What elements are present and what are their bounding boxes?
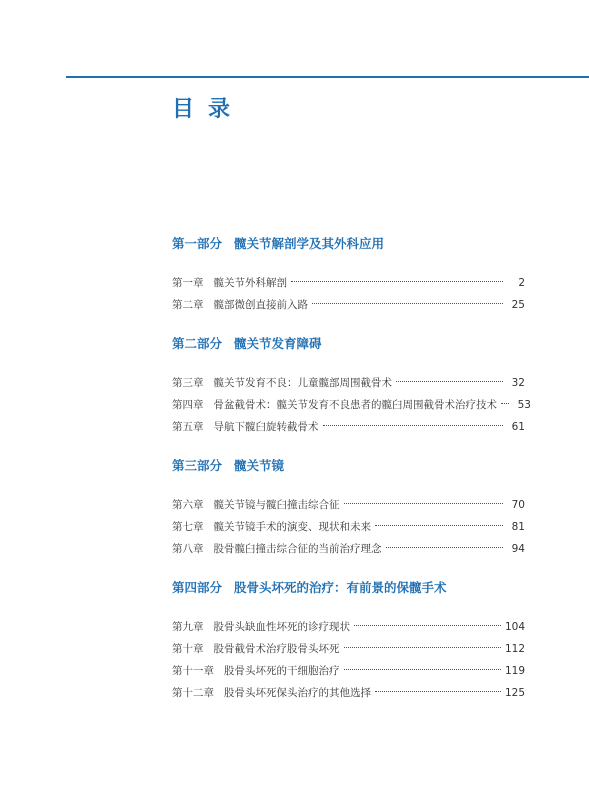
toc-entry[interactable] — [172, 660, 525, 682]
chapter-label: 第九章 — [172, 621, 204, 633]
toc-entry[interactable] — [172, 272, 525, 294]
page-number: 2 — [518, 277, 525, 289]
part-label: 第三部分 — [172, 458, 223, 473]
page-number: 104 — [504, 621, 525, 633]
dot-leader — [291, 281, 503, 282]
chapter-label: 第五章 — [172, 421, 204, 433]
chapter-label: 第十章 — [172, 643, 204, 655]
toc-entry[interactable] — [172, 516, 525, 538]
part-title: 髋关节解剖学及其外科应用 — [234, 236, 385, 251]
toc-entry[interactable] — [172, 616, 525, 638]
page-title: 目录 — [172, 97, 245, 122]
chapter-title: 股骨头缺血性坏死的诊疗现状 — [213, 621, 350, 633]
dot-leader — [396, 381, 503, 382]
dot-leader — [386, 547, 504, 548]
chapter-label: 第八章 — [172, 543, 204, 555]
chapter-title: 股骨髋臼撞击综合征的当前治疗理念 — [213, 543, 382, 555]
page-number: 119 — [504, 665, 525, 677]
dot-leader — [375, 691, 501, 692]
dot-leader — [344, 503, 504, 504]
part-heading — [172, 235, 525, 253]
part-title: 髋关节镜 — [234, 458, 285, 473]
chapter-title: 骨盆截骨术：髋关节发育不良患者的髋臼周围截骨术治疗技术 — [213, 399, 497, 411]
part-label: 第一部分 — [172, 236, 223, 251]
dot-leader — [375, 525, 503, 526]
dot-leader — [501, 403, 509, 404]
chapter-label: 第六章 — [172, 499, 204, 511]
chapter-label: 第二章 — [172, 299, 204, 311]
chapter-title: 髋关节发育不良：儿童髋部周围截骨术 — [213, 377, 392, 389]
page-number: 112 — [504, 643, 525, 655]
part-heading — [172, 457, 525, 475]
chapter-label: 第七章 — [172, 521, 204, 533]
toc-entry[interactable] — [172, 394, 531, 416]
chapter-label: 第十二章 — [172, 687, 214, 699]
chapter-title: 导航下髋臼旋转截骨术 — [213, 421, 319, 433]
chapter-label: 第四章 — [172, 399, 204, 411]
part-heading — [172, 335, 525, 353]
toc-entry[interactable] — [172, 494, 525, 516]
dot-leader — [344, 669, 501, 670]
chapter-title: 股骨头坏死的干细胞治疗 — [224, 665, 340, 677]
chapter-label: 第一章 — [172, 277, 204, 289]
page-number: 81 — [511, 521, 525, 533]
dot-leader — [344, 647, 501, 648]
part-title: 髋关节发育障碍 — [234, 336, 322, 351]
table-of-contents — [172, 235, 531, 704]
chapter-label: 第十一章 — [172, 665, 214, 677]
page-number: 125 — [504, 687, 525, 699]
toc-entry[interactable] — [172, 682, 525, 704]
dot-leader — [312, 303, 503, 304]
chapter-title: 股骨头坏死保头治疗的其他选择 — [224, 687, 371, 699]
chapter-title: 髋关节镜手术的演变、现状和未来 — [213, 521, 371, 533]
chapter-title: 髋关节镜与髋臼撞击综合征 — [213, 499, 340, 511]
toc-entry[interactable] — [172, 638, 525, 660]
dot-leader — [323, 425, 504, 426]
part-label: 第二部分 — [172, 336, 223, 351]
page-number: 70 — [511, 499, 525, 511]
page-number: 32 — [511, 377, 525, 389]
toc-entry[interactable] — [172, 294, 525, 316]
page-number: 25 — [511, 299, 525, 311]
page-number: 53 — [517, 399, 531, 411]
page-number: 61 — [511, 421, 525, 433]
toc-entry[interactable] — [172, 538, 525, 560]
part-label: 第四部分 — [172, 580, 223, 595]
toc-entry[interactable] — [172, 372, 525, 394]
part-title: 股骨头坏死的治疗：有前景的保髋手术 — [234, 580, 447, 595]
page-number: 94 — [511, 543, 525, 555]
chapter-title: 股骨截骨术治疗股骨头坏死 — [213, 643, 340, 655]
toc-entry[interactable] — [172, 416, 525, 438]
part-heading — [172, 579, 525, 597]
header-rule — [66, 76, 589, 78]
chapter-label: 第三章 — [172, 377, 204, 389]
chapter-title: 髋关节外科解剖 — [213, 277, 287, 289]
chapter-title: 髋部微创直接前入路 — [213, 299, 308, 311]
dot-leader — [354, 625, 501, 626]
